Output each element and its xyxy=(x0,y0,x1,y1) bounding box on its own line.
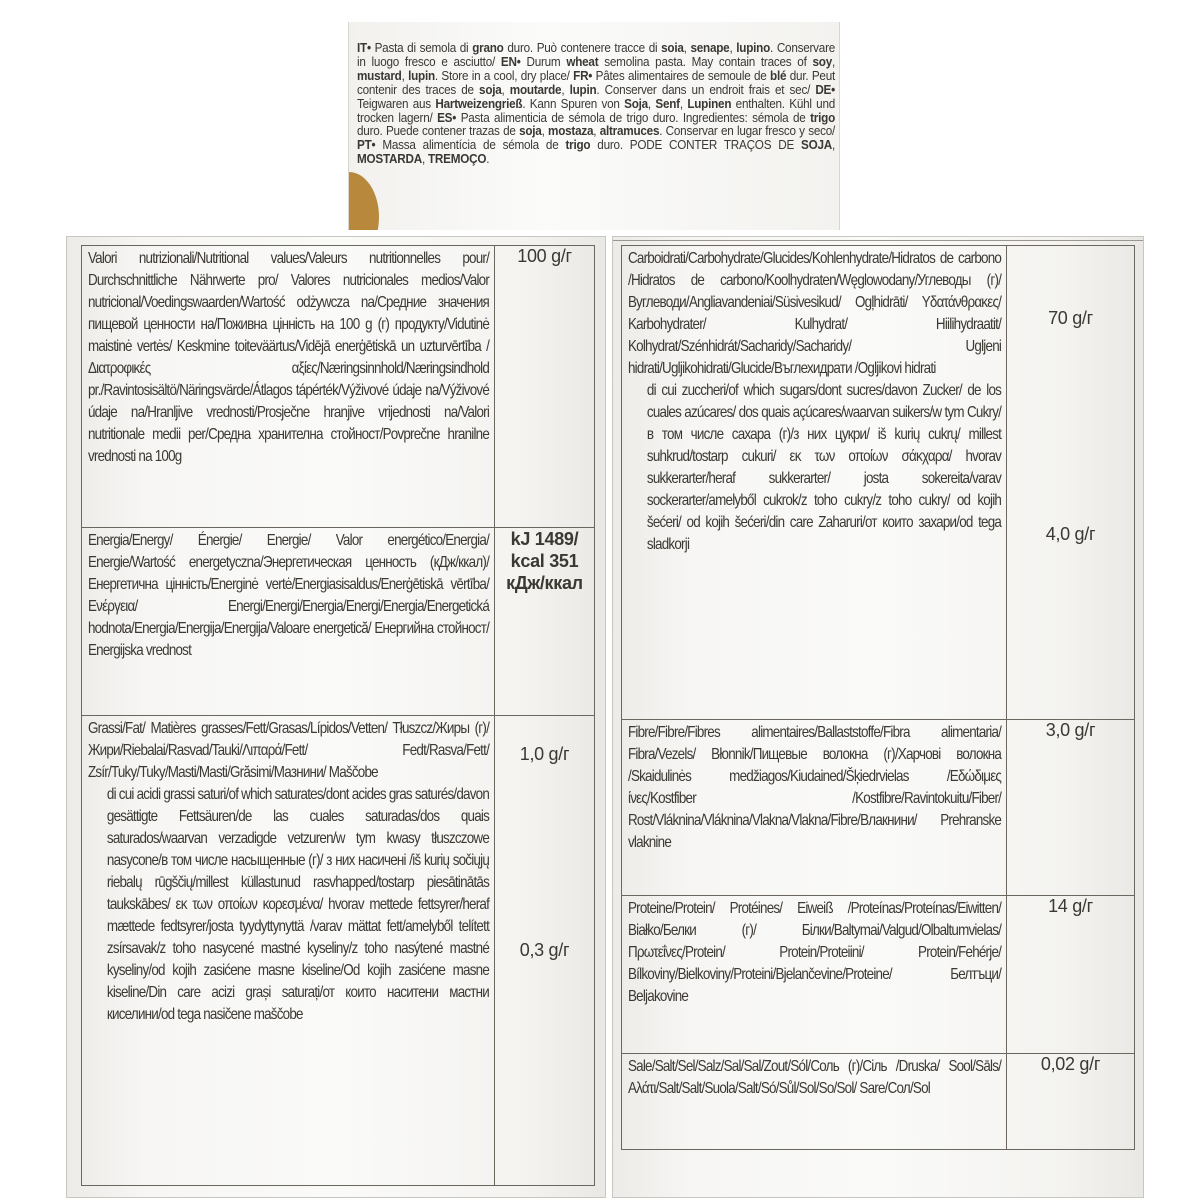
nutrition-table-left xyxy=(81,245,595,1186)
protein-label: Proteine/Protein/ Protéines/ Eiweiß /Proteínas/Proteínas/Eiwitten/ Białko/Белки (г)/ Білки/Baltymai/Valgud/Olbaltumvielas/Πρωτεΐνες/Protein/ Protein/Proteiini/ Protein/Fehérje/ Bílkoviny/Bielkoviny/Proteini/Bjelančevine/Proteine/ Белтъци/ Beljakovine xyxy=(622,896,1007,1054)
saturates-value: 0,3 g/г xyxy=(519,940,570,960)
ingredient-text: Teigwaren aus xyxy=(357,96,436,111)
table-row xyxy=(622,896,1135,1054)
ingredient-text: duro. PODE CONTER TRAÇOS DE xyxy=(590,138,802,153)
nutrition-table-right xyxy=(621,245,1135,1150)
ingredient-text: duro. Puede contener trazas de xyxy=(357,124,520,139)
ingredient-bold-text: Senf xyxy=(655,96,680,111)
ingredient-text: , xyxy=(401,68,409,83)
sugars-label: di cui zuccheri/of which sugars/dont sucres/davon Zucker/ de los cuales azúcares/ dos quais açúcares/waarvan suikers/w tym Cukry/в том числе сахара (г)/з них цукри/ iš kurių cukrų/ millest suhkrud/tostarp cukuri/ εκ των οποίων σάκχαρα/ hvorav sukkerarter/heraf sukkerarter/ josta sokereita/varav sockerarter/amelyből cukrok/z toho cukry/z toho cukry/ od kojih šećeri/ od kojih šećeri/din care Zaharuri/от които захари/od tega sladkorji xyxy=(646,382,1002,553)
table-row xyxy=(82,528,595,716)
ingredient-bold-text: soia xyxy=(661,41,684,55)
gold-accent-shape xyxy=(348,172,379,230)
salt-label: Sale/Salt/Sel/Salz/Sal/Sal/Zout/Sól/Соль (г)/Сіль /Druska/ Sool/Sāls/Αλάτι/Salt/Salt/Suola/Salt/Só/Sůl/Sol/So/Sol/ Sare/Сол/Sol xyxy=(622,1054,1007,1150)
ingredient-bold-text: moutarde xyxy=(509,82,562,97)
ingredient-bold-text: mustard xyxy=(357,68,402,83)
ingredient-text: , xyxy=(501,82,510,97)
energy-label: Energia/Energy/ Énergie/ Energie/ Valor energético/Energia/ Energie/Wartość energetyczna/Энергетическая ценность (кДж/ккал)/Енергетична цінність/Energinė vertė/Energiasisaldus/Enerģētiskā vērtība/ Ενέργεια/ Energi/Energi/Energia/Energi/Energia/Energetická hodnota/Energia/Energija/Energija/Valoare energetică/ Енергийна стойност/ Energijska vrednost xyxy=(82,528,495,716)
ingredient-bold-text: senape xyxy=(690,41,730,55)
ingredient-text: . Store in a cool, dry place/ xyxy=(434,68,574,83)
ingredient-bold-text: blé xyxy=(770,68,787,83)
ingredient-text: Pasta di semola di xyxy=(370,41,473,55)
table-row xyxy=(82,246,595,528)
ingredient-text: Pâtes alimentaires de semoule de xyxy=(592,68,771,83)
protein-value: 14 g/г xyxy=(1007,896,1135,1054)
saturates-label: di cui acidi grassi saturi/of which saturates/dont acides gras saturés/davon gesättigte Fettsäuren/de las cuales saturadas/dos quais saturados/waarvan verzadigde vetzuren/w tym kwasy tłuszczowe nasycone/в том числе насыщенные (г)/ з них насичені /iš kurių sočiųjų riebalų rūgščių/millest küllastunud rasvhapped/tostarp piesātinātās taukskābes/ εκ των οποίων κορεσμένα/ hvorav mettede fettsyrer/heraf mættede fedtsyrer/josta tyydyttynyttä /varav mättat fett/amelyből telített zsírsavak/z toho nasycené mastné kyseliny/z toho nasýtené mastné kyseliny/od kojih zasićene masne kiseline/Od kojih zasićene masne kiseline/Din care acizi grași saturați/от които наситени мастни киселини/od tega nasičene maščobe xyxy=(106,786,490,1023)
ingredient-text: . Conservar en lugar fresco y seco/ xyxy=(659,124,836,139)
fibre-value: 3,0 g/г xyxy=(1007,720,1135,896)
ingredient-bold-text: soja xyxy=(519,124,542,139)
ingredient-text: , xyxy=(421,152,428,167)
ingredient-bold-text: lupin xyxy=(408,68,435,83)
ingredient-text: . Conservare in luogo fresco e asciutto/ xyxy=(357,41,836,69)
table-top-edge xyxy=(613,237,1143,241)
ingredient-text: enthalten. Kühl und trocken lagern/ xyxy=(357,96,836,125)
table-row xyxy=(82,716,595,1186)
fat-labels xyxy=(82,716,495,1186)
ingredient-text: Massa alimentícia de sémola de xyxy=(375,138,566,153)
ingredient-bold-text: Soja xyxy=(624,96,648,111)
table-row xyxy=(622,720,1135,896)
fibre-label: Fibre/Fibre/Fibres alimentaires/Ballaststoffe/Fibra alimentaria/ Fibra/Vezels/ Błonnik/Пищевые волокна (г)/Харчові волокна /Skaidulinės medžiagos/Kiudained/Šķiedrvielas /Εδώδιμες ίνες/Kostfiber /Kostfibre/Ravintokuitu/Fiber/ Rost/Vláknina/Vláknina/Vlakna/Vlakna/Fibre/Влакнини/ Prehranske vlaknine xyxy=(622,720,1007,896)
fat-value: 1,0 g/г xyxy=(519,744,570,764)
ingredient-bold-text: trigo xyxy=(810,110,836,125)
ingredient-bold-text: FR• xyxy=(573,68,593,83)
ingredient-bold-text: soy xyxy=(812,54,832,69)
ingredient-bold-text: lupino xyxy=(736,41,771,55)
carbohydrate-value: 70 g/г xyxy=(1048,308,1093,328)
ingredient-bold-text: DE• xyxy=(815,82,836,97)
ingredient-bold-text: EN• xyxy=(500,54,521,69)
sugars-value: 4,0 g/г xyxy=(1045,524,1096,544)
ingredient-bold-text: mostaza xyxy=(548,124,594,139)
ingredient-bold-text: wheat xyxy=(566,54,599,69)
ingredient-text: , xyxy=(831,138,836,153)
nutrition-panel-right xyxy=(612,236,1144,1198)
carbohydrate-labels xyxy=(622,246,1007,720)
fat-values xyxy=(495,716,595,1186)
nutrition-header-label: Valori nutrizionali/Nutritional values/Valeurs nutritionnelles pour/ Durchschnittliche Nährwerte pro/ Valores nutricionales medios/Valor nutricional/Voedingswaarden/Wartość odżywcza na/Средние значения пищевой ценности на/Поживна цінність на 100 g (г) продукту/Vidutinė maistinė vertės/ Keskmine toiteväärtus/Vidējā enerģētiskā un uzturvērtība /Διατροφικές αξίες/Næringsinnhold/Næringsindhold pr./Ravintosisältö/Näringsvärde/Átlagos tápérték/Výživové údaje na/Výživové údaje na/Hranljive vrednosti/Prosječne hranjive vrijednosti na/Valori nutritionale medii per/Средна хранителна стойност/Povprečne hranilne vrednosti na 100g xyxy=(82,246,495,528)
ingredient-text: . Kann Spuren von xyxy=(522,96,625,111)
ingredient-text: , xyxy=(541,124,549,139)
table-row xyxy=(622,246,1135,720)
ingredient-text: semolina pasta. May contain traces of xyxy=(598,54,813,69)
nutrition-header-value: 100 g/г xyxy=(495,246,595,528)
ingredient-bold-text: lupin xyxy=(569,82,597,97)
ingredient-text: duro. Può contenere tracce di xyxy=(503,41,662,55)
energy-value: kJ 1489/ kcal 351 кДж/ккал xyxy=(495,528,595,716)
ingredient-bold-text: Lupinen xyxy=(687,96,732,111)
nutrition-panel-left xyxy=(66,236,606,1198)
ingredient-bold-text: MOSTARDA xyxy=(357,152,422,167)
ingredient-bold-text: SOJA xyxy=(801,138,832,153)
ingredient-bold-text: ES• xyxy=(437,110,457,125)
ingredient-text: , xyxy=(647,96,656,111)
ingredient-text: . xyxy=(486,152,490,167)
ingredient-bold-text: IT• xyxy=(357,41,371,55)
carbohydrate-values xyxy=(1007,246,1135,720)
ingredient-text: , xyxy=(683,41,691,55)
ingredient-text: dur. Peut contenir des traces de xyxy=(357,68,836,97)
ingredients-box xyxy=(348,22,840,230)
fat-label: Grassi/Fat/ Matières grasses/Fett/Grasas/Lípidos/Vetten/ Tłuszcz/Жиры (г)/Жири/Riebalai/Rasvad/Tauki/Λιπαρά/Fett/ Fedt/Rasva/Fett/ Zsír/Tuky/Tuky/Masti/Masti/Grăsimi/Мазнини/ Maščobe xyxy=(88,720,490,781)
ingredient-text: Pasta alimenticia de sémola de trigo duro. Ingredientes: sémola de xyxy=(456,110,811,125)
ingredients-text xyxy=(357,42,835,167)
ingredient-bold-text: altramuces xyxy=(599,124,660,139)
ingredient-bold-text: Hartweizengrieß xyxy=(435,96,523,111)
carbohydrate-label: Carboidrati/Carbohydrate/Glucides/Kohlenhydrate/Hidratos de carbono /Hidratos de carbono/Koolhydraten/Węglowodany/Углеводы (г)/Вуглеводи/Angliavandeniai/Süsivesikud/ Ogļhidrāti/ Υδατάνθρακες/ Karbohydrater/ Kulhydrat/ Hiilihydraatit/ Kolhydrat/Szénhidrát/Sacharidy/Sacharidy/ Ugljeni hidrati/Ugljikohidrati/Glucide/Въглехидрати /Ogljikovi hidrati xyxy=(628,250,1002,377)
ingredient-text: , xyxy=(561,82,570,97)
ingredient-bold-text: soja xyxy=(479,82,502,97)
ingredient-text: Durum xyxy=(520,54,567,69)
ingredient-text: , xyxy=(729,41,737,55)
ingredient-text: , xyxy=(593,124,600,139)
ingredient-bold-text: grano xyxy=(472,41,504,55)
table-row xyxy=(622,1054,1135,1150)
ingredient-text: . Conserver dans un endroit frais et sec/ xyxy=(596,82,816,97)
ingredient-bold-text: trigo xyxy=(565,138,591,153)
ingredient-text: , xyxy=(831,54,836,69)
ingredient-bold-text: PT• xyxy=(357,138,376,153)
ingredient-text: , xyxy=(679,96,688,111)
salt-value: 0,02 g/г xyxy=(1007,1054,1135,1150)
ingredient-bold-text: TREMOÇO xyxy=(427,152,487,167)
